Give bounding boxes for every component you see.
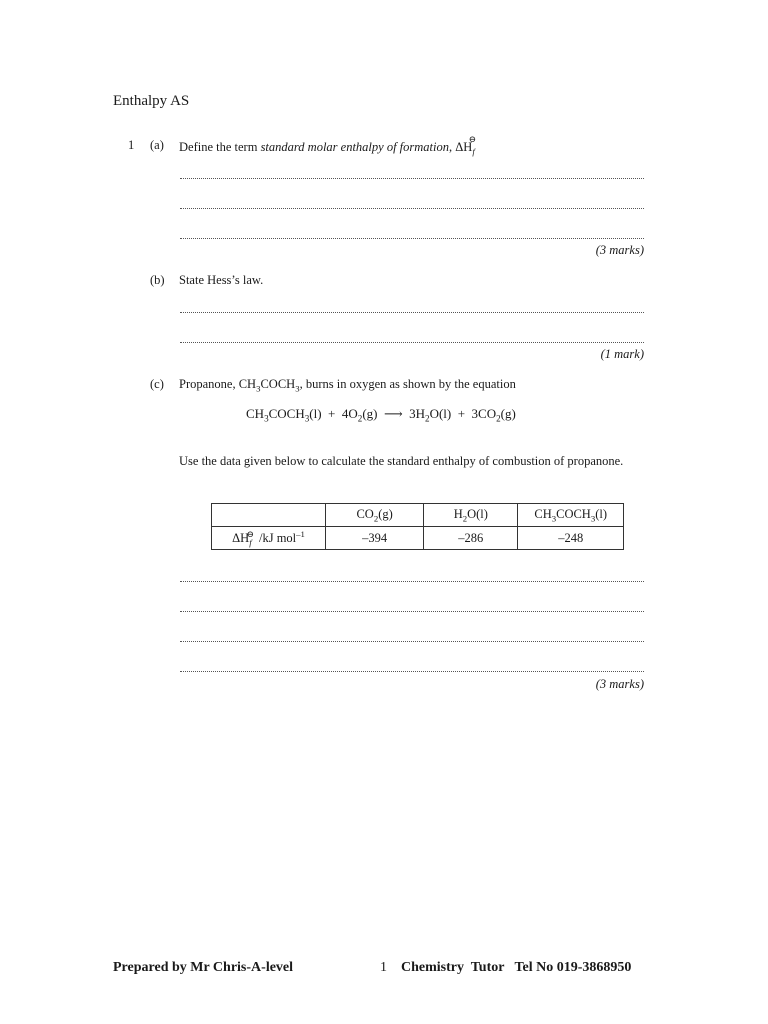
part-c-question: Propanone, $CH_3COCH_3$, burns in oxygen as shown by the equation [179, 377, 516, 394]
part-a-text-suffix: , ΔH [449, 140, 473, 155]
standard-state-symbol: ⊖ [468, 134, 477, 144]
table-value-propanone: –248 [518, 527, 624, 550]
footer-author: Prepared by Mr Chris-A-level [113, 960, 294, 975]
answer-line [180, 208, 644, 209]
part-b-marks: (1 mark) [600, 347, 644, 361]
answer-line [180, 178, 644, 179]
part-b-label: (b) [150, 273, 165, 287]
part-a-marks: (3 marks) [595, 243, 644, 257]
enthalpy-data-table [211, 503, 624, 550]
part-a-term: standard molar enthalpy of formation [260, 140, 449, 155]
part-c-label: (c) [150, 377, 164, 391]
table-header-propanone: $CH_3COCH_3(l)$ [518, 504, 624, 527]
table-row-label: $\Delta H_f^⊖$ /kJ mol$^{-1}$ [212, 527, 326, 550]
page-title: Enthalpy AS [113, 93, 190, 109]
part-c-instruction: Use the data given below to calculate the standard enthalpy of combustion of propanone. [179, 454, 624, 468]
answer-line [180, 238, 644, 239]
part-b-question: State Hess’s law. [179, 273, 264, 287]
footer-contact: Chemistry Tutor Tel No 019-3868950 [401, 960, 632, 975]
answer-line [180, 671, 644, 672]
table-value-h2o: –286 [424, 527, 518, 550]
answer-line [180, 342, 644, 343]
question-number: 1 [128, 138, 135, 152]
table-header-row [212, 504, 624, 527]
answer-line [180, 312, 644, 313]
answer-line [180, 581, 644, 582]
part-a-text-prefix: Define the term [179, 140, 261, 155]
combustion-equation: $CH_3COCH_3(l) + 4O_2(g)$ ⟶ $3H_2O(l) + 3CO_2(g)$ [246, 406, 516, 424]
answer-line [180, 611, 644, 612]
footer-page-number: 1 [380, 960, 387, 975]
table-header-co2: $CO_2(g)$ [326, 504, 424, 527]
table-value-co2: –394 [326, 527, 424, 550]
table-row [212, 527, 624, 550]
part-c-marks: (3 marks) [595, 677, 644, 691]
part-a-label: (a) [150, 138, 164, 152]
table-header-h2o: $H_2O(l)$ [424, 504, 518, 527]
table-corner-cell [212, 504, 326, 527]
part-a-question: Define the term standard molar enthalpy of formation, $\Delta H_f^⊖$ [179, 134, 477, 157]
answer-line [180, 641, 644, 642]
